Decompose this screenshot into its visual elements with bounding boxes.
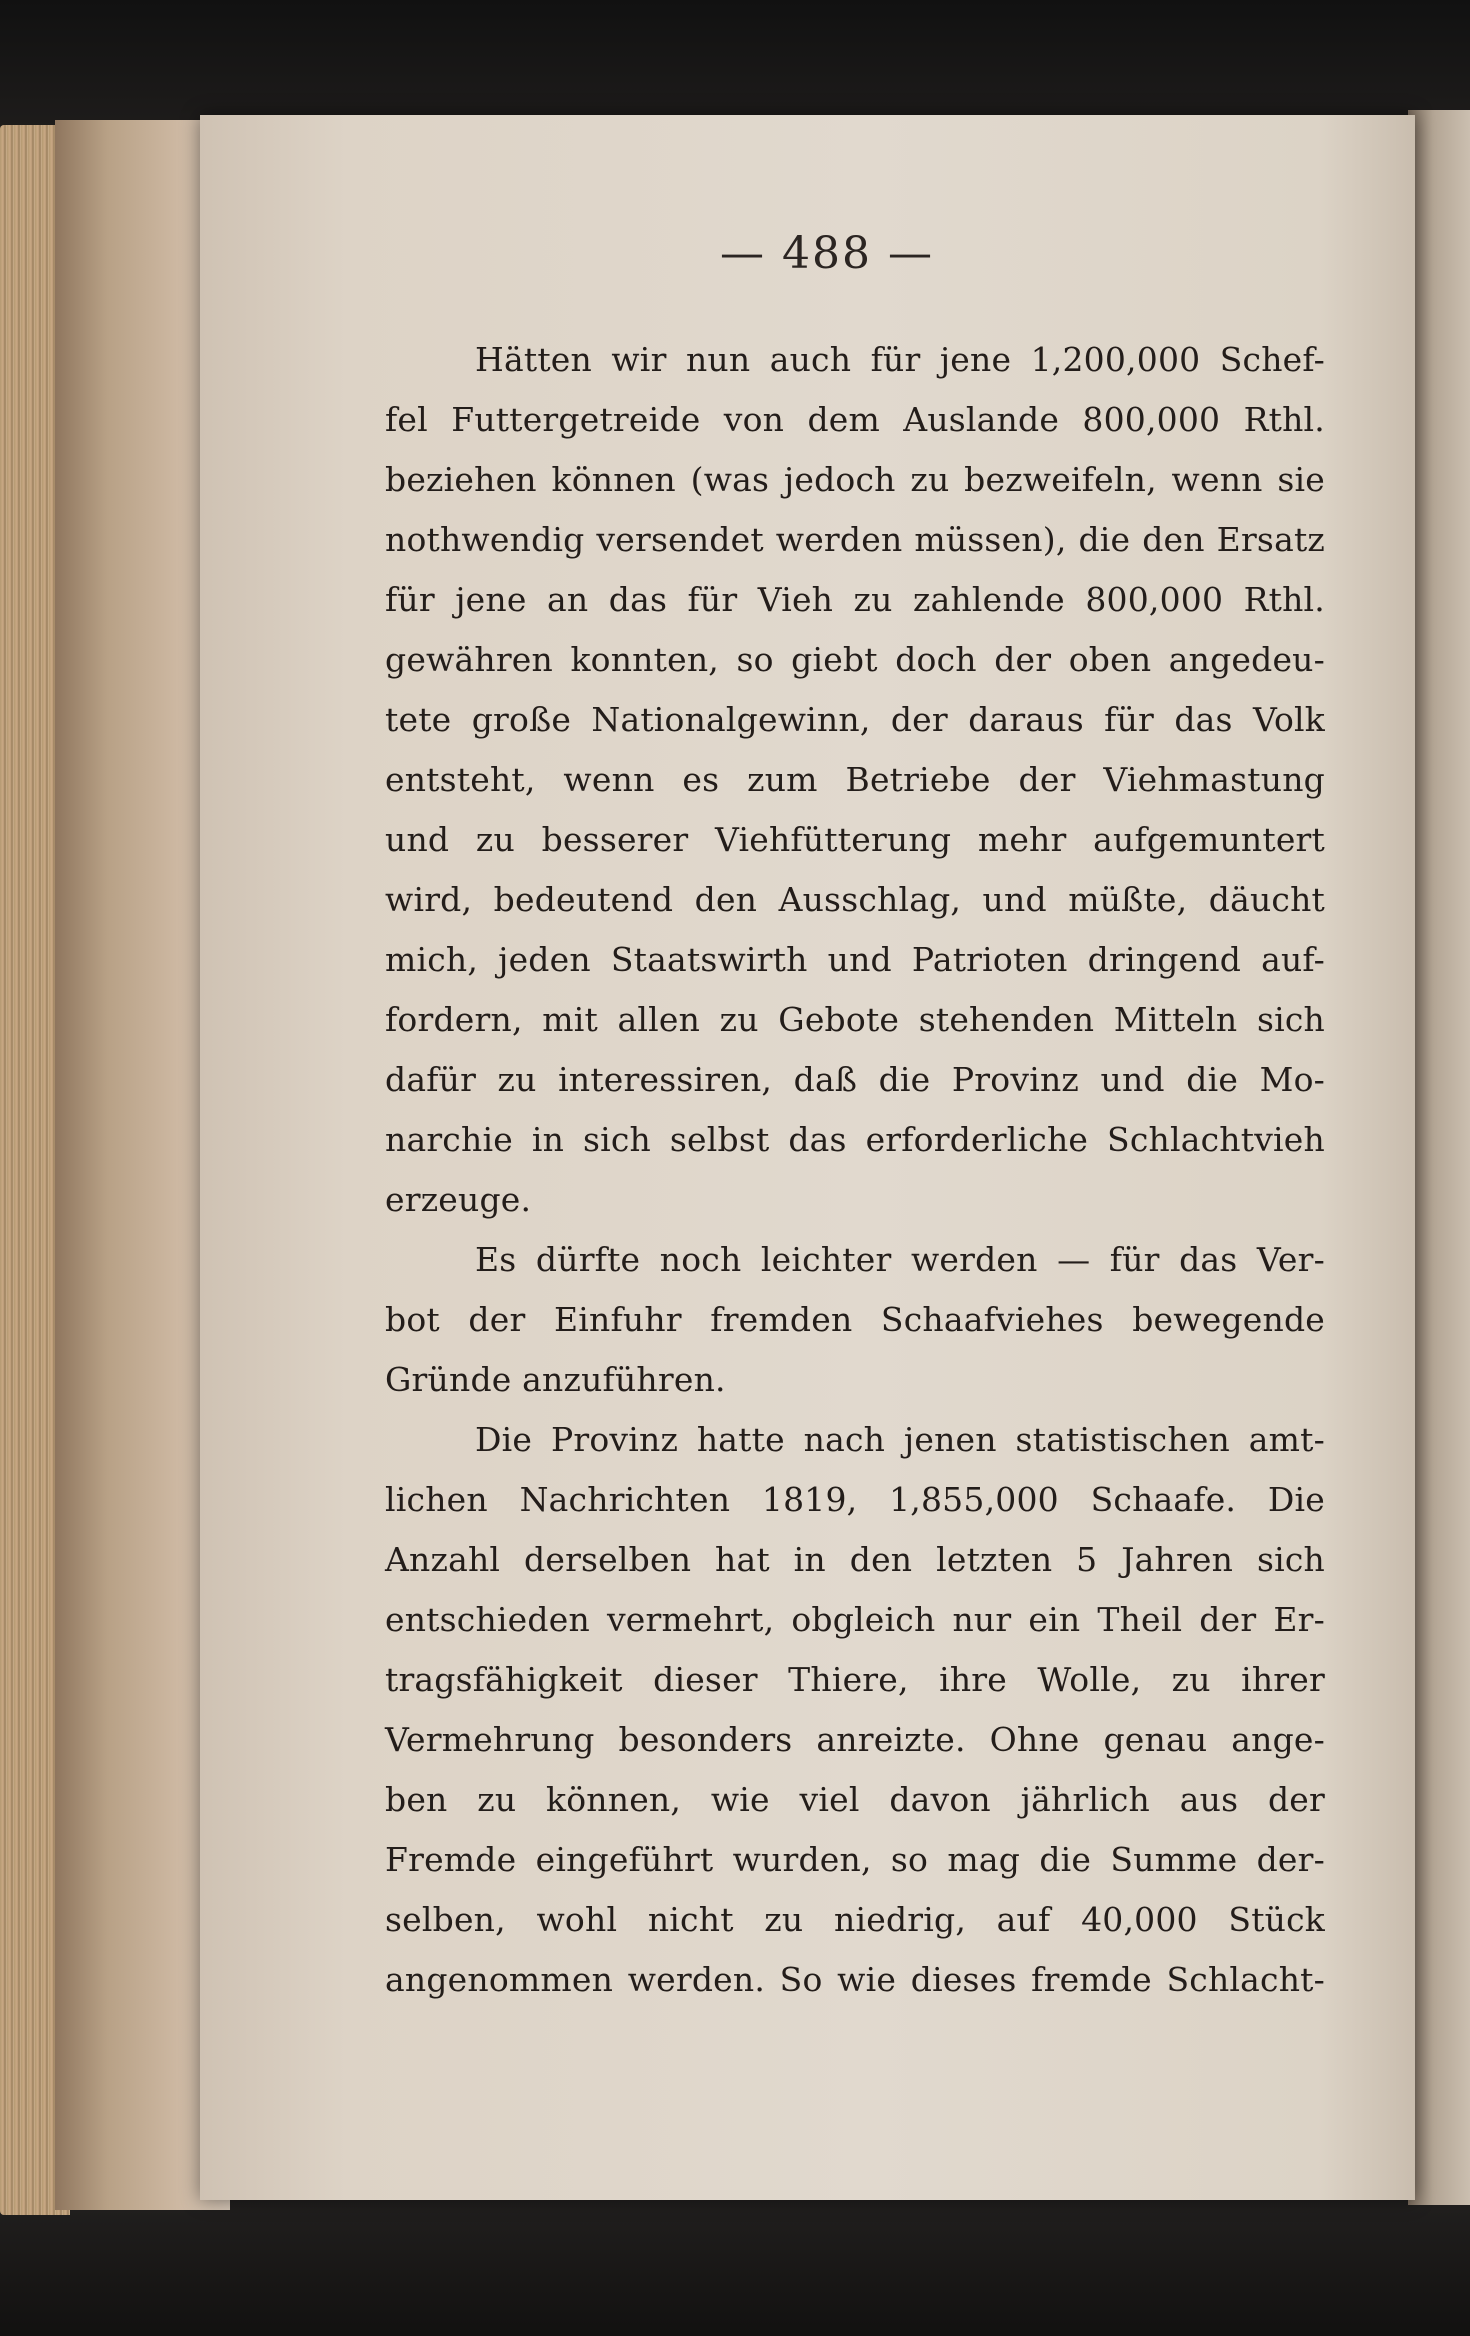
- text-line: erzeuge.: [385, 1180, 532, 1219]
- text-line: lichen Nachrichten 1819, 1,855,000 Schaafe. Die: [385, 1480, 1325, 1519]
- backdrop-top: [0, 0, 1470, 130]
- text-line: tragsfähigkeit dieser Thiere, ihre Wolle, zu ihrer: [385, 1660, 1325, 1699]
- text-line: dafür zu interessiren, daß die Provinz und die Mo-: [385, 1060, 1325, 1099]
- text-line: gewähren konnten, so giebt doch der oben angedeu-: [385, 640, 1325, 679]
- text-line: Anzahl derselben hat in den letzten 5 Jahren sich: [385, 1540, 1325, 1579]
- text-line: narchie in sich selbst das erforderliche Schlachtvieh: [385, 1120, 1325, 1159]
- text-line: ben zu können, wie viel davon jährlich aus der: [385, 1780, 1325, 1819]
- text-line: Die Provinz hatte nach jenen statistischen amt-: [475, 1420, 1325, 1459]
- text-line: Hätten wir nun auch für jene 1,200,000 Schef-: [475, 340, 1325, 379]
- text-line: bot der Einfuhr fremden Schaafviehes bewegende: [385, 1300, 1325, 1339]
- text-line: selben, wohl nicht zu niedrig, auf 40,000 Stück: [385, 1900, 1325, 1939]
- text-line: Vermehrung besonders anreizte. Ohne genau ange-: [385, 1720, 1325, 1759]
- text-line: tete große Nationalgewinn, der daraus für das Volk: [385, 700, 1325, 739]
- page-number: — 488 —: [720, 228, 934, 279]
- text-line: fel Futtergetreide von dem Auslande 800,000 Rthl.: [385, 400, 1325, 439]
- text-line: Es dürfte noch leichter werden — für das Ver-: [475, 1240, 1325, 1279]
- text-line: und zu besserer Viehfütterung mehr aufgemuntert: [385, 820, 1325, 859]
- text-line: angenommen werden. So wie dieses fremde Schlacht-: [385, 1960, 1325, 1999]
- body-text: [385, 330, 1325, 2010]
- text-line: entsteht, wenn es zum Betriebe der Viehmastung: [385, 760, 1325, 799]
- text-line: entschieden vermehrt, obgleich nur ein Theil der Er-: [385, 1600, 1325, 1639]
- text-line: mich, jeden Staatswirth und Patrioten dringend auf-: [385, 940, 1325, 979]
- text-line: beziehen können (was jedoch zu bezweifeln, wenn sie: [385, 460, 1325, 499]
- text-line: fordern, mit allen zu Gebote stehenden Mitteln sich: [385, 1000, 1325, 1039]
- text-line: Gründe anzuführen.: [385, 1360, 726, 1399]
- text-line: nothwendig versendet werden müssen), die den Ersatz: [385, 520, 1325, 559]
- text-line: wird, bedeutend den Ausschlag, und müßte, däucht: [385, 880, 1325, 919]
- next-page-edge: [1408, 110, 1470, 2205]
- text-line: für jene an das für Vieh zu zahlende 800,000 Rthl.: [385, 580, 1325, 619]
- text-line: Fremde eingeführt wurden, so mag die Summe der-: [385, 1840, 1325, 1879]
